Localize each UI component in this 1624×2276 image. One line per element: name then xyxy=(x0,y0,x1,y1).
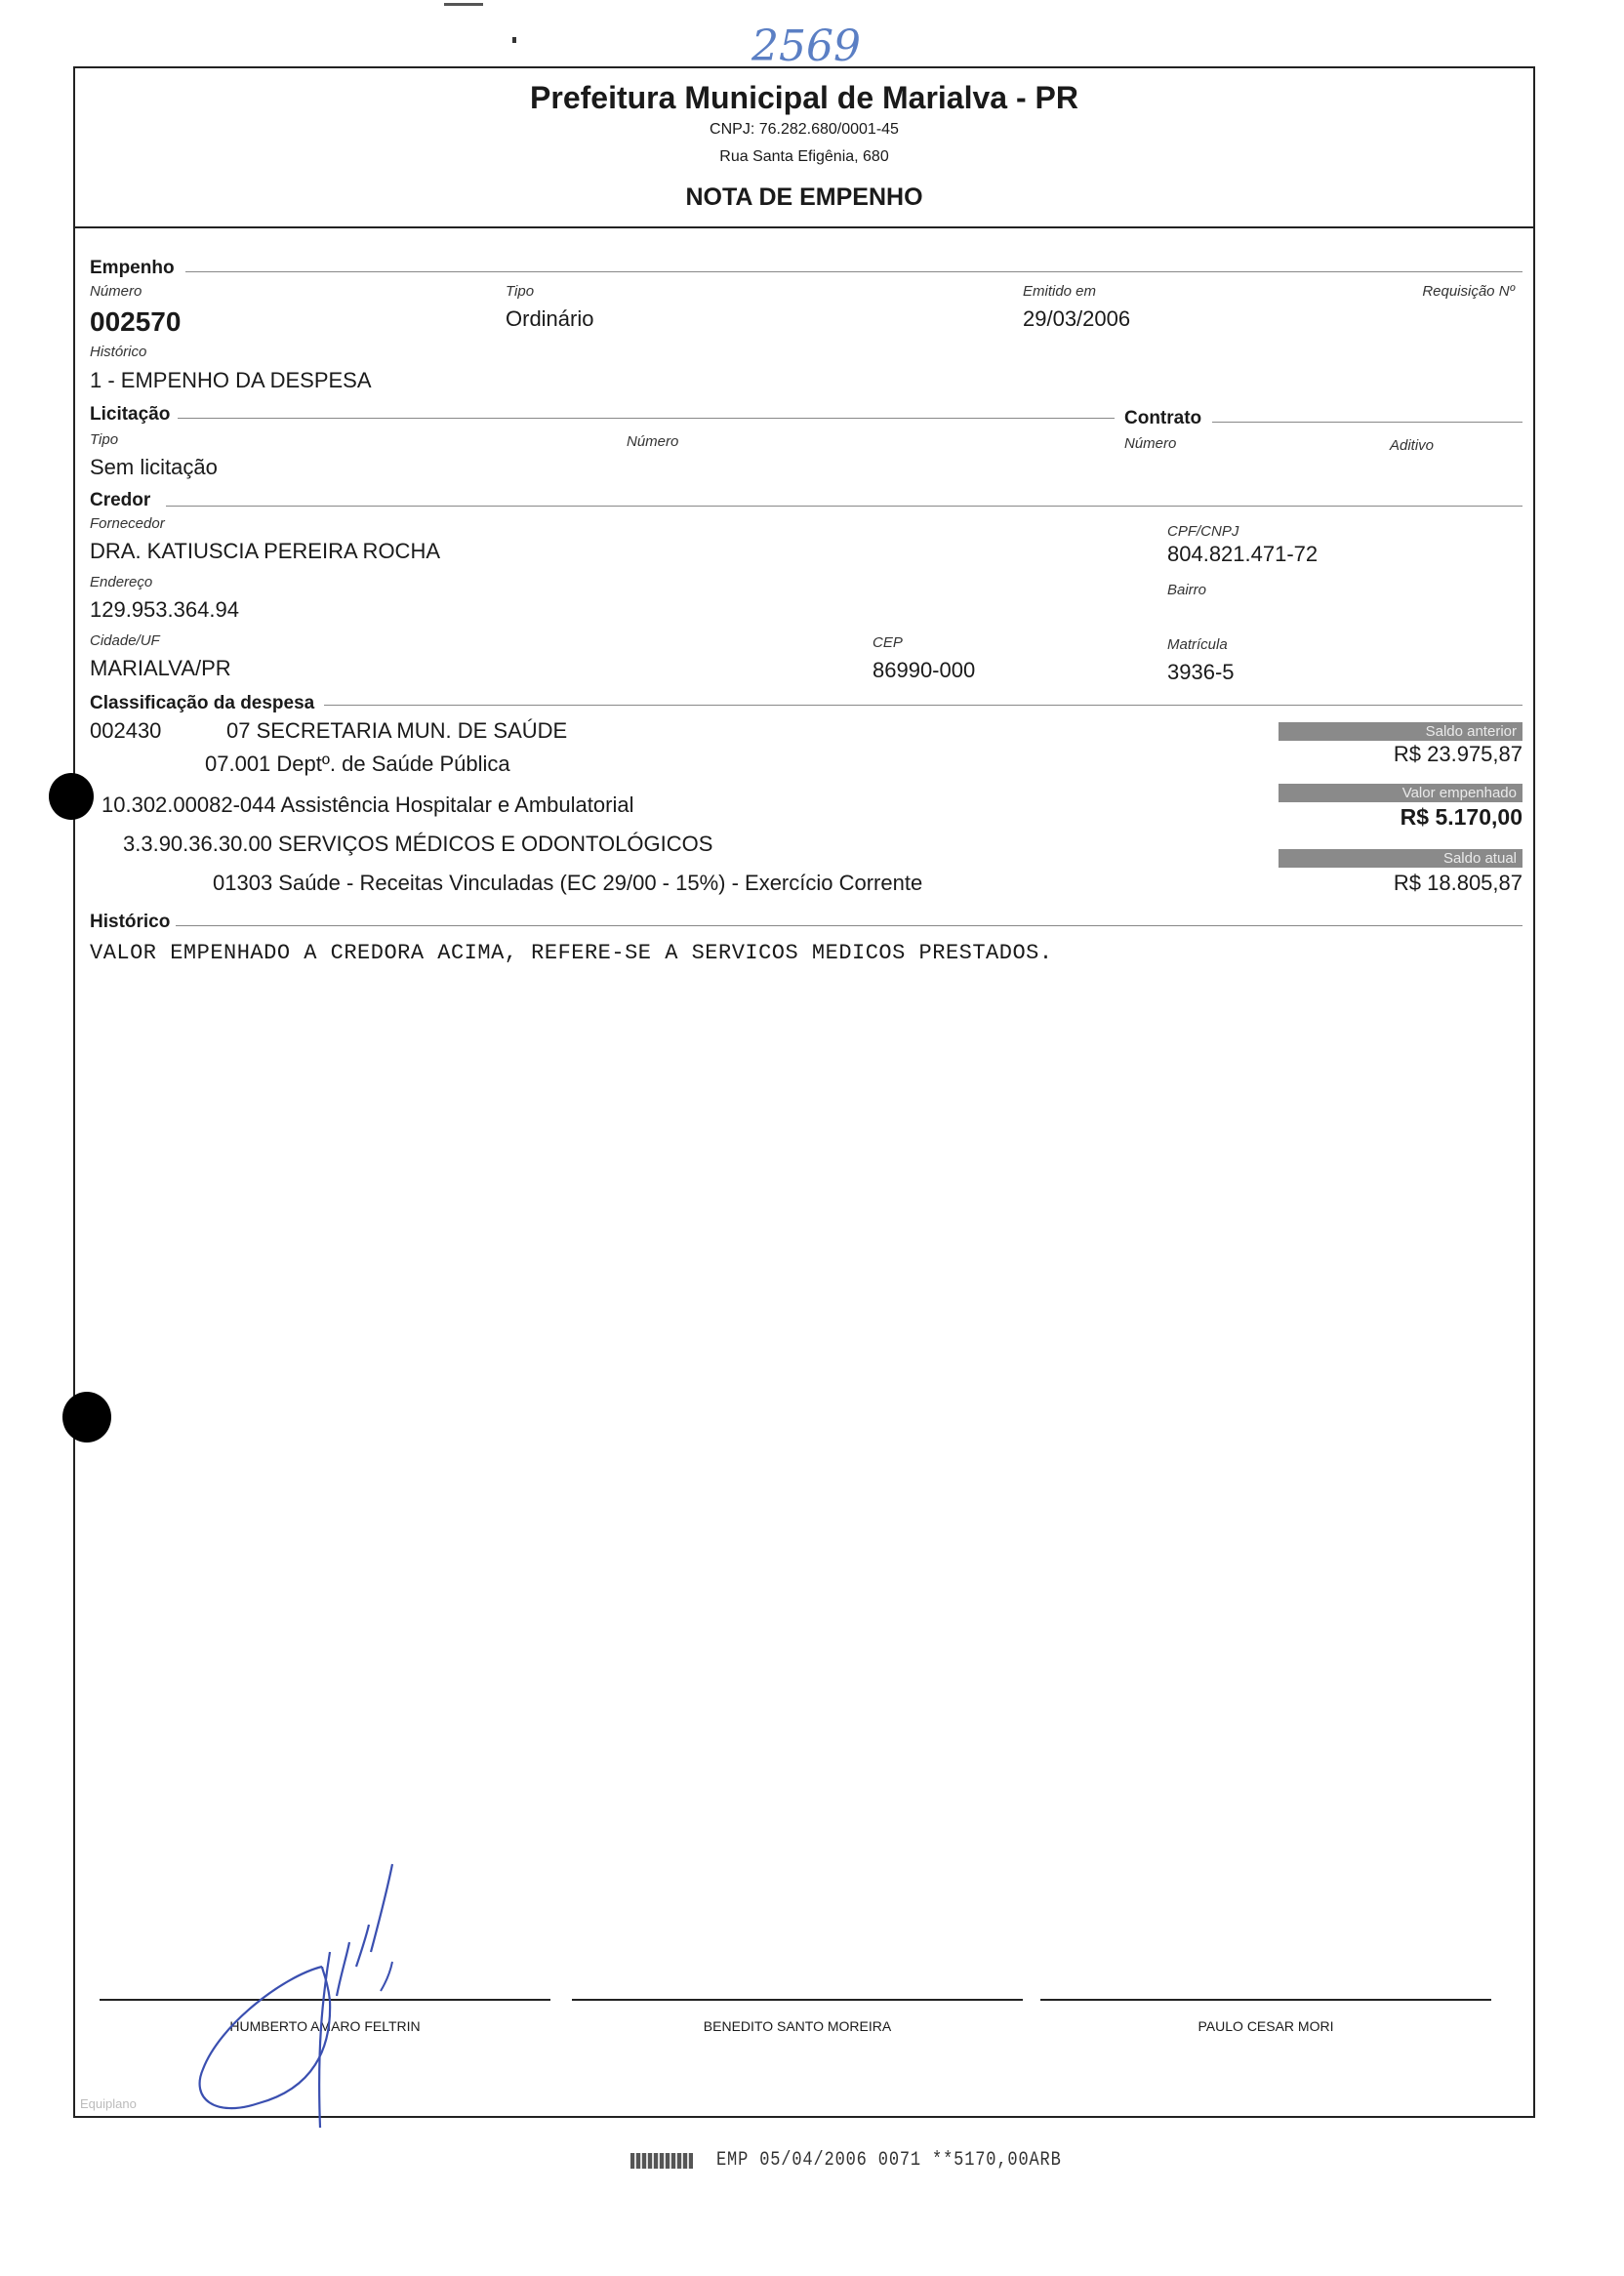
licitacao-numero-label: Número xyxy=(627,433,679,450)
punch-hole xyxy=(49,773,94,820)
saldo-anterior-value: R$ 23.975,87 xyxy=(1393,742,1522,766)
signature-line xyxy=(1040,1999,1491,2001)
header-title: Prefeitura Municipal de Marialva - PR xyxy=(530,80,1078,115)
scan-speck xyxy=(512,37,516,43)
classificacao-fonte: 01303 Saúde - Receitas Vinculadas (EC 29/00 - 15%) - Exercício Corrente xyxy=(213,871,923,895)
requisicao-label: Requisição Nº xyxy=(1422,283,1515,300)
stamp-logo xyxy=(630,2153,693,2169)
handwritten-signature xyxy=(176,1796,439,2128)
signatory-1: HUMBERTO AMARO FELTRIN xyxy=(229,2018,421,2034)
section-historico: Histórico xyxy=(90,912,171,932)
signatory-3: PAULO CESAR MORI xyxy=(1198,2018,1334,2034)
empenho-number: 002570 xyxy=(90,306,182,337)
signature-line xyxy=(572,1999,1023,2001)
bairro-label: Bairro xyxy=(1167,582,1207,598)
licitacao-tipo: Sem licitação xyxy=(90,455,218,479)
footer-brand: Equiplano xyxy=(80,2096,137,2111)
section-credor: Credor xyxy=(90,490,151,510)
historico-text: VALOR EMPENHADO A CREDORA ACIMA, REFERE-SE A SERVICOS MEDICOS PRESTADOS. xyxy=(90,941,1053,965)
section-rule xyxy=(185,271,1522,272)
fornecedor-name: DRA. KATIUSCIA PEREIRA ROCHA xyxy=(90,539,441,563)
cidade-value: MARIALVA/PR xyxy=(90,656,231,680)
valor-empenhado-band: Valor empenhado xyxy=(1279,784,1522,802)
matricula-value: 3936-5 xyxy=(1167,660,1235,684)
cidade-label: Cidade/UF xyxy=(90,632,160,649)
classificacao-unidade: 07.001 Deptº. de Saúde Pública xyxy=(205,752,510,776)
punch-hole xyxy=(62,1392,111,1443)
endereco-value: 129.953.364.94 xyxy=(90,597,239,622)
section-licitacao: Licitação xyxy=(90,404,171,425)
section-classificacao: Classificação da despesa xyxy=(90,693,315,713)
saldo-atual-value: R$ 18.805,87 xyxy=(1393,871,1522,895)
cep-value: 86990-000 xyxy=(873,658,976,682)
matricula-label: Matrícula xyxy=(1167,636,1228,653)
section-rule xyxy=(178,418,1115,419)
classificacao-orgao: 07 SECRETARIA MUN. DE SAÚDE xyxy=(226,718,568,743)
header-divider xyxy=(73,226,1535,228)
emitido-label: Emitido em xyxy=(1023,283,1097,300)
handwritten-page-number: 2569 xyxy=(751,21,861,71)
section-rule xyxy=(166,506,1522,507)
valor-empenhado-value: R$ 5.170,00 xyxy=(1400,804,1522,830)
classificacao-code: 002430 xyxy=(90,718,162,743)
processing-stamp: EMP 05/04/2006 0071 **5170,00ARB xyxy=(716,2149,1062,2172)
fornecedor-label: Fornecedor xyxy=(90,515,165,532)
header-cnpj: CNPJ: 76.282.680/0001-45 xyxy=(710,121,899,138)
saldo-anterior-band: Saldo anterior xyxy=(1279,722,1522,741)
empenho-tipo: Ordinário xyxy=(506,306,594,331)
doc-title: NOTA DE EMPENHO xyxy=(685,183,923,211)
classificacao-funcional: 10.302.00082-044 Assistência Hospitalar e Ambulatorial xyxy=(102,793,634,817)
cpf-value: 804.821.471-72 xyxy=(1167,542,1319,566)
scan-speck xyxy=(444,3,483,6)
section-empenho: Empenho xyxy=(90,258,175,278)
endereco-label: Endereço xyxy=(90,574,153,590)
cpf-label: CPF/CNPJ xyxy=(1167,523,1239,540)
numero-label: Número xyxy=(90,283,142,300)
emitido-date: 29/03/2006 xyxy=(1023,306,1131,331)
section-rule xyxy=(324,705,1522,706)
tipo-label: Tipo xyxy=(506,283,535,300)
empenho-historico: 1 - EMPENHO DA DESPESA xyxy=(90,368,372,392)
contrato-aditivo-label: Aditivo xyxy=(1390,437,1435,454)
section-rule xyxy=(1212,422,1522,423)
classificacao-elemento: 3.3.90.36.30.00 SERVIÇOS MÉDICOS E ODONTOLÓGICOS xyxy=(123,832,713,856)
section-rule xyxy=(176,925,1522,926)
cep-label: CEP xyxy=(873,634,903,651)
licitacao-tipo-label: Tipo xyxy=(90,431,119,448)
saldo-atual-band: Saldo atual xyxy=(1279,849,1522,868)
section-contrato: Contrato xyxy=(1124,408,1202,428)
historico-label: Histórico xyxy=(90,344,147,360)
contrato-numero-label: Número xyxy=(1124,435,1177,452)
signatory-2: BENEDITO SANTO MOREIRA xyxy=(703,2018,892,2034)
header-address: Rua Santa Efigênia, 680 xyxy=(719,148,889,165)
